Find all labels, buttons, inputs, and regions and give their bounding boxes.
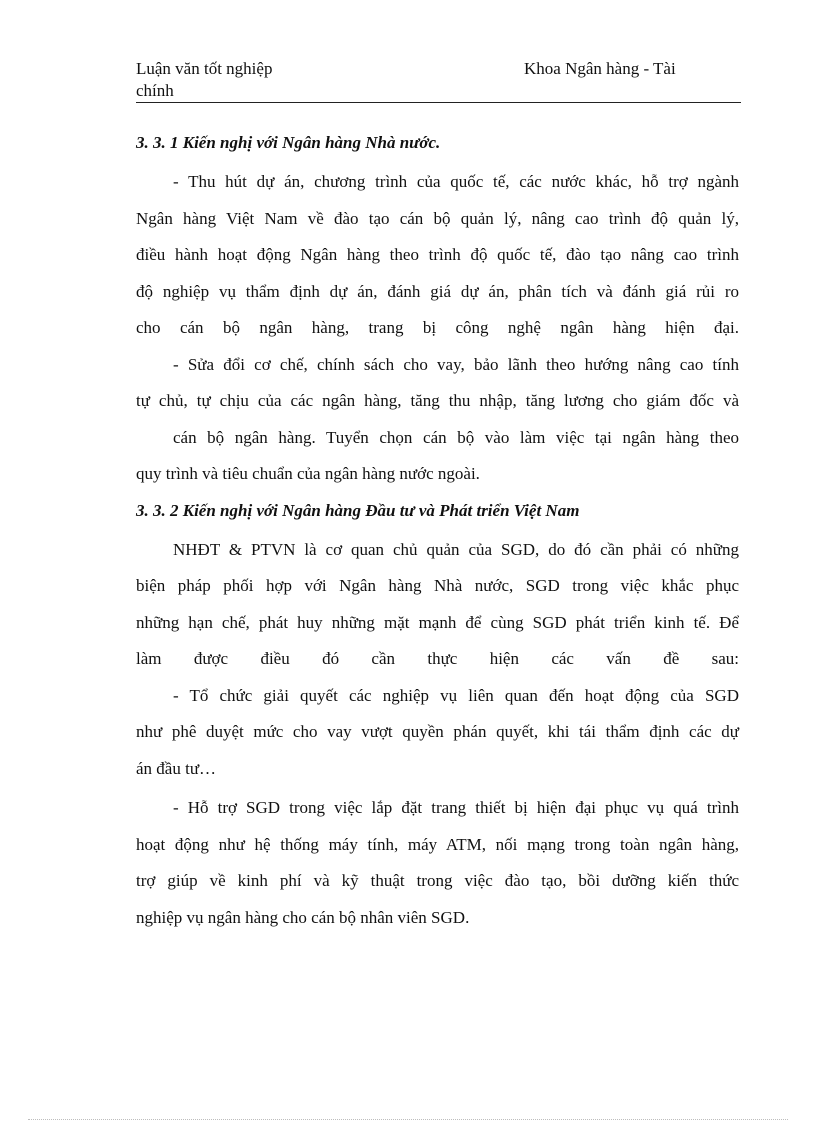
page-bottom-divider: [28, 1119, 788, 1120]
paragraph-line: Ngân hàng Việt Nam về đào tạo cán bộ quản lý, nâng cao trình độ quản lý,: [136, 208, 739, 228]
section-heading-3-3-1: 3. 3. 1 Kiến nghị với Ngân hàng Nhà nước.: [136, 133, 441, 152]
paragraph-line: án đầu tư…: [136, 758, 217, 778]
paragraph-line: quy trình và tiêu chuẩn của ngân hàng nước ngoài.: [136, 464, 480, 483]
paragraph-line: tự chủ, tự chịu của các ngân hàng, tăng thu nhập, tăng lương cho giám đốc và: [136, 391, 739, 410]
paragraph-line: hoạt động như hệ thống máy tính, máy ATM, nối mạng trong toàn ngân hàng,: [136, 834, 739, 854]
page-header: [136, 58, 741, 103]
paragraph-line: trợ giúp về kinh phí và kỹ thuật trong việc đào tạo, bồi dưỡng kiến thức: [136, 871, 739, 890]
paragraph-line: - Thu hút dự án, chương trình của quốc tế, các nước khác, hỗ trợ ngành: [173, 172, 739, 191]
header-faculty-continuation: chính: [136, 81, 174, 100]
paragraph-line: điều hành hoạt động Ngân hàng theo trình độ quốc tế, đào tạo nâng cao trình: [136, 245, 739, 264]
paragraph-line: nghiệp vụ ngân hàng cho cán bộ nhân viên SGD.: [136, 907, 470, 927]
paragraph-line: làm được điều đó cần thực hiện các vấn đề sau:: [136, 649, 739, 668]
section-heading-3-3-2: 3. 3. 2 Kiến nghị với Ngân hàng Đầu tư và Phát triển Việt Nam: [136, 500, 580, 520]
header-faculty: Khoa Ngân hàng - Tài: [524, 59, 676, 78]
paragraph-line: những hạn chế, phát huy những mặt mạnh để cùng SGD phát triển kinh tế. Để: [136, 612, 739, 632]
paragraph-line: - Hỗ trợ SGD trong việc lắp đặt trang thiết bị hiện đại phục vụ quá trình: [173, 798, 739, 817]
header-thesis-title: Luận văn tốt nghiệp: [136, 59, 273, 78]
paragraph-line: như phê duyệt mức cho vay vượt quyền phán quyết, khi tái thẩm định các dự: [136, 722, 739, 741]
paragraph-line: - Tổ chức giải quyết các nghiệp vụ liên quan đến hoạt động của SGD: [173, 685, 739, 705]
paragraph-line: biện pháp phối hợp với Ngân hàng Nhà nước, SGD trong việc khắc phục: [136, 576, 739, 595]
paragraph-line: cho cán bộ ngân hàng, trang bị công nghệ ngân hàng hiện đại.: [136, 318, 739, 337]
paragraph-line: độ nghiệp vụ thẩm định dự án, đánh giá dự án, phân tích và đánh giá rủi ro: [136, 281, 739, 301]
paragraph-line: NHĐT & PTVN là cơ quan chủ quản của SGD, do đó cần phải có những: [173, 539, 739, 559]
paragraph-line: - Sửa đổi cơ chế, chính sách cho vay, bảo lãnh theo hướng nâng cao tính: [173, 354, 739, 374]
page-body: [136, 125, 739, 936]
paragraph-line: cán bộ ngân hàng. Tuyển chọn cán bộ vào làm việc tại ngân hàng theo: [173, 427, 739, 447]
